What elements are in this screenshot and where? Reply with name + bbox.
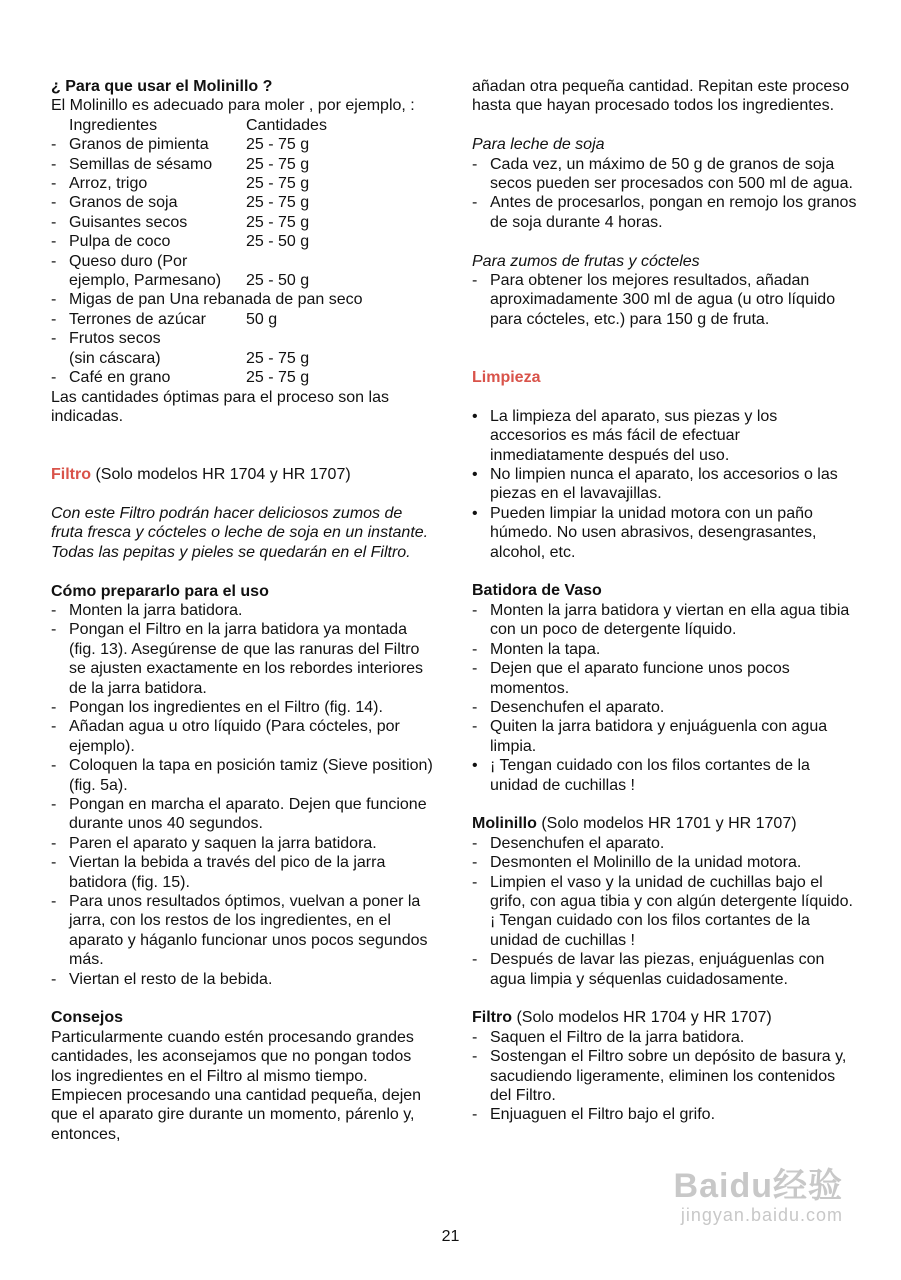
list-item: - Desmonten el Molinillo de la unidad motora. — [472, 853, 857, 872]
ingredient-item: - Pulpa de coco 25 - 50 g — [51, 232, 436, 251]
list-item: - Limpien el vaso y la unidad de cuchillas bajo el grifo, con agua tibia y con algún detergente líquido. — [472, 873, 857, 912]
molinillo-clean-list — [472, 834, 857, 989]
list-item: • No limpien nunca el aparato, los accesorios o las piezas en el lavavajillas. — [472, 465, 857, 504]
list-item: - Monten la jarra batidora y viertan en ella agua tibia con un poco de detergente líquido. — [472, 601, 857, 640]
filtro-clean-heading — [472, 1008, 857, 1027]
warning-item: ¡ Tengan cuidado con los filos cortantes de la unidad de cuchillas ! — [490, 912, 810, 949]
soja-heading: Para leche de soja — [472, 136, 605, 154]
ingredient-item: - Granos de pimienta 25 - 75 g — [51, 135, 436, 154]
zumos-list — [472, 271, 857, 329]
watermark-url: jingyan.baidu.com — [680, 1205, 843, 1225]
watermark-logo: Baidu经验 — [673, 1167, 843, 1205]
molinillo-heading: ¿ Para que usar el Molinillo ? — [51, 78, 273, 95]
list-item: - Paren el aparato y saquen la jarra batidora. — [51, 834, 436, 853]
list-item: - Coloquen la tapa en posición tamiz (Sieve position)(fig. 5a). — [51, 756, 436, 795]
limpieza-heading: Limpieza — [472, 369, 541, 387]
list-item: - Monten la tapa. — [472, 640, 857, 659]
batidora-heading: Batidora de Vaso — [472, 582, 602, 600]
left-column — [51, 77, 436, 1144]
list-item: - Saquen el Filtro de la jarra batidora. — [472, 1028, 857, 1047]
ingredient-item: - Migas de pan Una rebanada de pan seco — [51, 290, 436, 309]
right-column — [472, 77, 857, 1125]
list-item: - Después de lavar las piezas, enjuáguenlas con agua limpia y séquenlas cuidadosamente. — [472, 950, 857, 989]
ingredient-item: ejemplo, Parmesano) 25 - 50 g — [69, 272, 310, 290]
list-item: - Quiten la jarra batidora y enjuáguenla con agua limpia. — [472, 717, 857, 756]
ingredient-item: - Arroz, trigo 25 - 75 g — [51, 174, 436, 193]
como-heading: Cómo prepararlo para el uso — [51, 582, 269, 600]
filtro-clean-models: (Solo modelos HR 1704 y HR 1707) — [512, 1009, 772, 1027]
ingredients-list — [51, 135, 436, 387]
warning-item: • ¡ Tengan cuidado con los filos cortantes de la unidad de cuchillas ! — [472, 756, 857, 795]
molinillo-clean-heading — [472, 814, 857, 833]
zumos-heading: Para zumos de frutas y cócteles — [472, 252, 700, 270]
list-item: - Pongan en marcha el aparato. Dejen que funcione durante unos 40 segundos. — [51, 795, 436, 834]
ingredient-item: (sin cáscara) 25 - 75 g — [69, 349, 310, 367]
filtro-clean-list — [472, 1028, 857, 1125]
molinillo-intro: El Molinillo es adecuado para moler , por ejemplo, : — [51, 97, 415, 115]
list-item: - Sostengan el Filtro sobre un depósito de basura y, sacudiendo ligeramente, eliminen los contenidos del Filtro. — [472, 1047, 857, 1105]
ingredient-item: - Granos de soja 25 - 75 g — [51, 193, 436, 212]
list-item: - Para obtener los mejores resultados, añadan aproximadamente 300 ml de agua (u otro líquido para cócteles, etc.) para 150 g de fruta. — [472, 271, 857, 329]
list-item: - Pongan los ingredientes en el Filtro (fig. 14). — [51, 698, 436, 717]
ingredients-header-name: Ingredientes — [69, 116, 158, 134]
ingredient-item: - Guisantes secos 25 - 75 g — [51, 213, 436, 232]
molinillo-label: Molinillo — [472, 815, 537, 833]
filtro-heading — [51, 465, 436, 484]
ingredient-item: - Terrones de azúcar 50 g — [51, 310, 436, 329]
filtro-clean-label: Filtro — [472, 1009, 512, 1027]
ingredients-header-qty: Cantidades — [246, 116, 327, 134]
list-item: - Cada vez, un máximo de 50 g de granos de soja secos pueden ser procesados con 500 ml de agua. — [472, 155, 857, 194]
list-item: - Añadan agua u otro líquido (Para cócteles, por ejemplo). — [51, 717, 436, 756]
consejos-heading: Consejos — [51, 1009, 124, 1027]
list-item: • Pueden limpiar la unidad motora con un paño húmedo. No usen abrasivos, desengrasantes, alcohol, etc. — [472, 504, 857, 562]
page-number: 21 — [441, 1228, 460, 1245]
soja-list — [472, 155, 857, 233]
ingredient-item: - Semillas de sésamo 25 - 75 g — [51, 155, 436, 174]
molinillo-models: (Solo modelos HR 1701 y HR 1707) — [536, 815, 797, 833]
watermark — [674, 1168, 843, 1226]
list-item: - Viertan la bebida a través del pico de la jarra batidora (fig. 15). — [51, 853, 436, 892]
list-item: - Viertan el resto de la bebida. — [51, 970, 436, 989]
list-item: • La limpieza del aparato, sus piezas y los accesorios es más fácil de efectuar inmediatamente después del uso. — [472, 407, 857, 465]
ingredients-header — [51, 116, 436, 135]
batidora-warning-list — [472, 756, 857, 795]
consejos-text: Particularmente cuando estén procesando grandes cantidades, les aconsejamos que no pongan todos los ingredientes en el Filtro al mismo tiempo. Empiecen procesando una cantidad pequeña, dejen que el aparato gire durante un momento, párenlo y, entonces, — [51, 1028, 422, 1143]
limpieza-list — [472, 407, 857, 562]
list-item: - Dejen que el aparato funcione unos pocos momentos. — [472, 659, 857, 698]
filtro-intro: Con este Filtro podrán hacer deliciosos zumos de fruta fresca y cócteles o leche de soja en un instante. Todas las pepitas y pieles se quedarán en el Filtro. — [51, 504, 429, 561]
filtro-models: (Solo modelos HR 1704 y HR 1707) — [91, 466, 351, 484]
list-item: - Pongan el Filtro en la jarra batidora ya montada (fig. 13). Asegúrense de que las ranuras del Filtro se ajusten exactamente en los rebordes interiores de la jarra batidora. — [51, 620, 436, 698]
filtro-label: Filtro — [51, 466, 91, 484]
list-item: - Monten la jarra batidora. — [51, 601, 436, 620]
ingredient-item: - Frutos secos — [51, 329, 436, 348]
molinillo-outro: Las cantidades óptimas para el proceso son las indicadas. — [51, 388, 389, 425]
list-item: - Antes de procesarlos, pongan en remojo los granos de soja durante 4 horas. — [472, 193, 857, 232]
como-steps-list — [51, 601, 436, 989]
list-item: - Para unos resultados óptimos, vuelvan a poner la jarra, con los restos de los ingredientes, en el aparato y háganlo funcionar unos pocos segundos más. — [51, 892, 436, 970]
ingredient-item: - Café en grano 25 - 75 g — [51, 368, 436, 387]
batidora-list — [472, 601, 857, 756]
list-item: - Desenchufen el aparato. — [472, 834, 857, 853]
list-item: - Enjuaguen el Filtro bajo el grifo. — [472, 1105, 857, 1124]
consejos-continued: añadan otra pequeña cantidad. Repitan este proceso hasta que hayan procesado todos los ingredientes. — [472, 78, 850, 115]
ingredient-item: - Queso duro (Por — [51, 252, 436, 271]
list-item: - Desenchufen el aparato. — [472, 698, 857, 717]
